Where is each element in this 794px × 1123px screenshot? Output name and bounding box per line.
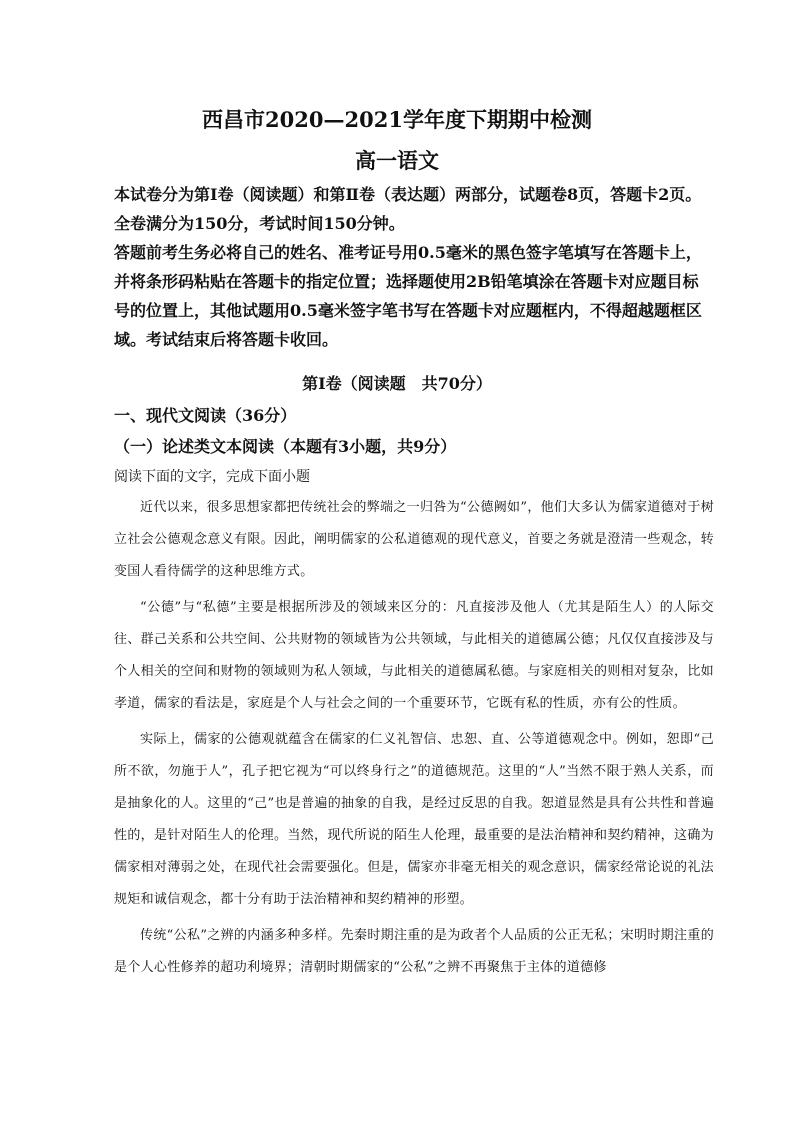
instructions-paragraph-1: 本试卷分为第Ⅰ卷（阅读题）和第Ⅱ卷（表达题）两部分，试题卷8页，答题卡2页。全卷满分为150分，考试时间150分钟。 (114, 185, 702, 233)
passage-paragraph: “公德”与“私德”主要是根据所涉及的领域来区分的：凡直接涉及他人（尤其是陌生人）的人际交往、群己关系和公共空间、公共财物的领域皆为公共领域，与此相关的道德属公德；凡仅仅直接涉及与个人相关的空间和财物的领域则为私人领域，与此相关的道德属私德。与家庭相关的则相对复杂，比如孝道，儒家的看法是，家庭是个人与社会之间的一个重要环节，它既有私的性质，亦有公的性质。 (114, 600, 714, 711)
subpart-heading: （一）论述类文本阅读（本题有3小题，共9分） (114, 437, 457, 456)
passage-paragraph: 传统“公私”之辨的内涵多种多样。先秦时期注重的是为政者个人品质的公正无私；宋明时期注重的是个人心性修养的超功利境界；清朝时期儒家的“公私”之辨不再聚焦于主体的道德修 (114, 928, 714, 975)
instructions-paragraph-2: 答题前考生务必将自己的姓名、准考证号用0.5毫米的黑色签字笔填写在答题卡上，并将条形码粘贴在答题卡的指定位置；选择题使用2B铅笔填涂在答题卡对应题目标号的位置上，其他试题用0.5毫米签字笔书写在答题卡对应题框内，不得超越题框区域。考试结束后将答题卡收回。 (114, 243, 702, 349)
exam-title: 西昌市2020—2021学年度下期期中检测 (202, 107, 592, 132)
section-title: 第Ⅰ卷（阅读题 共70分） (302, 374, 492, 393)
reading-passage (114, 492, 714, 988)
exam-subtitle: 高一语文 (355, 148, 439, 173)
passage-paragraph: 近代以来，很多思想家都把传统社会的弊端之一归咎为“公德阙如”，他们大多认为儒家道德对于树立社会公德观念意义有限。因此，阐明儒家的公私道德观的现代意义，首要之务就是澄清一些观念，转变国人看待儒学的这种思维方式。 (114, 500, 714, 579)
passage-paragraph: 实际上，儒家的公德观就蕴含在儒家的仁义礼智信、忠恕、直、公等道德观念中。例如，恕即“己所不欲，勿施于人”，孔子把它视为“可以终身行之”的道德规范。这里的“人”当然不限于熟人关系，而是抽象化的人。这里的“己”也是普遍的抽象的自我，是经过反思的自我。恕道显然是具有公共性和普遍性的，是针对陌生人的伦理。当然，现代所说的陌生人伦理，最重要的是法治精神和契约精神，这确为儒家相对薄弱之处，在现代社会需要强化。但是，儒家亦非毫无相关的观念意识，儒家经常论说的礼法规矩和诚信观念，都十分有助于法治精神和契约精神的形塑。 (114, 732, 714, 907)
exam-instructions (114, 180, 714, 354)
reading-instruction: 阅读下面的文字，完成下面小题 (114, 469, 310, 485)
part-heading: 一、现代文阅读（36分） (114, 406, 297, 425)
